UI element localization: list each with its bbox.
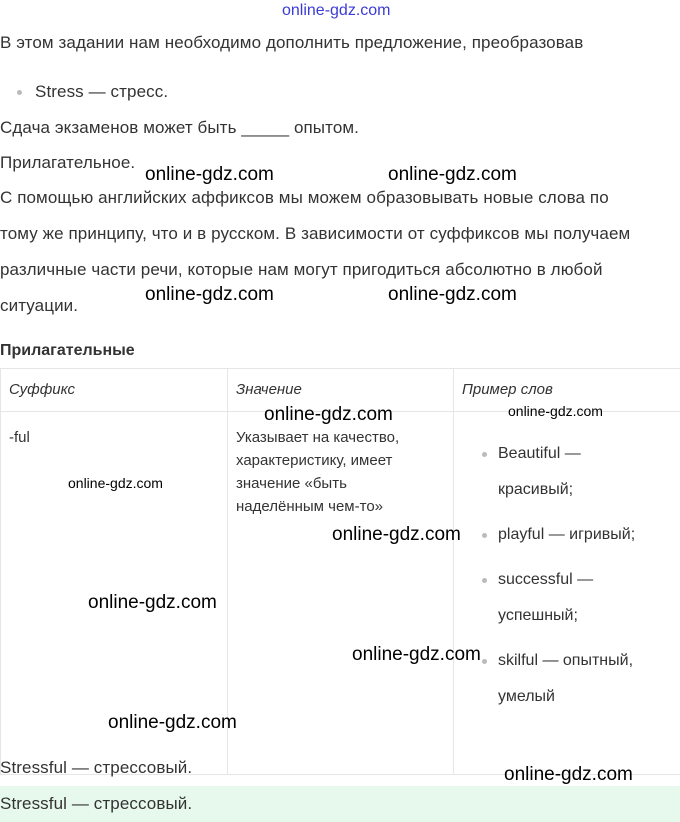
cell-suffix: -ful	[1, 412, 228, 775]
watermark: online-gdz.com	[108, 712, 237, 733]
list-item: playful — игривый;	[498, 517, 672, 553]
explanation-line-3: различные части речи, которые нам могут пригодиться абсолютно в любой	[0, 260, 603, 279]
watermark: online-gdz.com	[145, 284, 274, 305]
watermark: online-gdz.com	[88, 592, 217, 613]
part-of-speech: Прилагательное.	[0, 153, 136, 172]
explanation-line-4: ситуации.	[0, 296, 79, 315]
header-meaning: Значение	[228, 369, 454, 412]
explanation-line-1: С помощью английских аффиксов мы можем образовывать новые слова по	[0, 188, 609, 207]
bullet-dot	[482, 533, 487, 538]
header-suffix: Суффикс	[1, 369, 228, 412]
watermark: online-gdz.com	[264, 404, 393, 425]
header-examples: Пример слов	[454, 369, 680, 412]
watermark: online-gdz.com	[145, 164, 274, 185]
bullet-dot	[17, 90, 22, 95]
table-heading: Прилагательные	[0, 342, 135, 359]
list-item: skilful — опытный, умелый	[498, 643, 672, 715]
watermark: online-gdz.com	[508, 403, 603, 419]
bullet-dot	[482, 578, 487, 583]
list-item: successful — успешный;	[498, 562, 672, 634]
answer-text: Stressful — стрессовый.	[0, 794, 193, 813]
bullet-item: Stress — стресс.	[35, 82, 169, 101]
watermark: online-gdz.com	[388, 164, 517, 185]
watermark: online-gdz.com	[388, 284, 517, 305]
bullet-dot	[482, 452, 487, 457]
watermark: online-gdz.com	[68, 475, 163, 491]
bullet-dot	[482, 659, 487, 664]
cell-meaning: Указывает на качество, характеристику, имеет значение «быть наделённым чем-то»	[228, 412, 454, 775]
watermark: online-gdz.com	[504, 764, 633, 785]
cell-examples	[454, 412, 680, 775]
watermark: online-gdz.com	[352, 644, 481, 665]
watermark: online-gdz.com	[332, 524, 461, 545]
watermark-top: online-gdz.com	[282, 2, 391, 19]
suffix-table	[0, 368, 680, 775]
list-item: Beautiful — красивый;	[498, 436, 672, 508]
intro-text: В этом задании нам необходимо дополнить предложение, преобразовав	[0, 33, 584, 52]
task-sentence: Сдача экзаменов может быть _____ опытом.	[0, 118, 359, 137]
explanation-line-2: тому же принципу, что и в русском. В зависимости от суффиксов мы получаем	[0, 224, 631, 243]
result-text: Stressful — стрессовый.	[0, 758, 193, 777]
